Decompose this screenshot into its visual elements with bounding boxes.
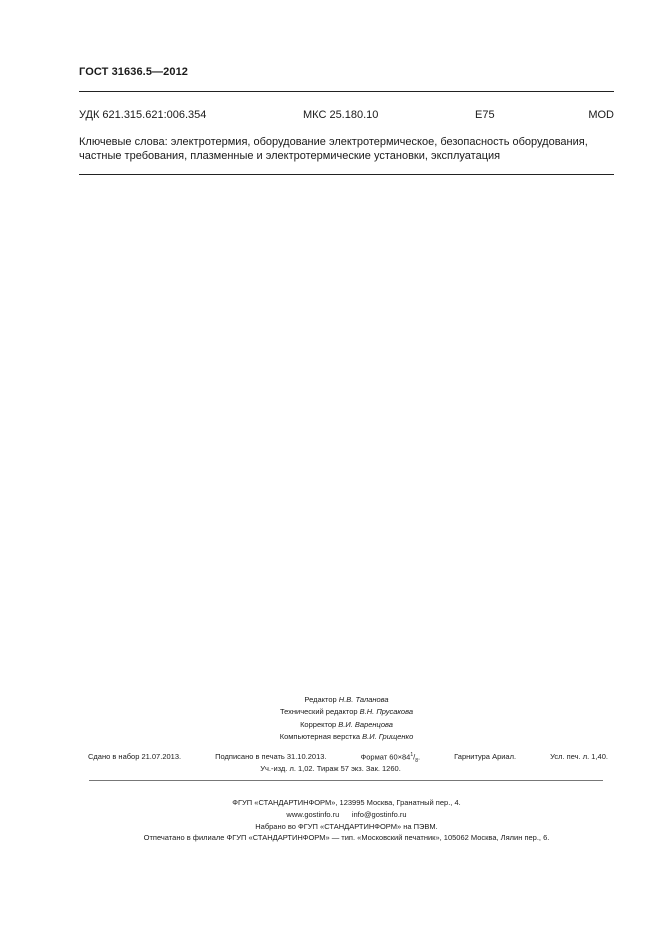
typeset-note: Набрано во ФГУП «СТАНДАРТИНФОРМ» на ПЭВМ. — [255, 821, 438, 831]
format-denominator: 8 — [415, 758, 418, 764]
oks-code: Е75 — [475, 109, 495, 121]
typeface: Гарнитура Ариал. — [454, 752, 517, 761]
mks-code: МКС 25.180.10 — [303, 109, 379, 121]
document-title: ГОСТ 31636.5—2012 — [79, 66, 189, 78]
publication-details-line — [88, 752, 608, 764]
publisher-block — [79, 797, 614, 844]
publisher-address: ФГУП «СТАНДАРТИНФОРМ», 123995 Москва, Гранатный пер., 4. — [232, 798, 461, 807]
format-text: Формат 60×84 — [360, 752, 411, 762]
editor-line — [79, 694, 614, 706]
mod-marker: MOD — [588, 109, 614, 121]
tech-editor-name: В.Н. Прусакова — [359, 707, 414, 717]
layout-label: Компьютерная верстка — [279, 731, 361, 741]
imprint-divider — [89, 780, 603, 781]
submitted-date: Сдано в набор 21.07.2013. — [88, 752, 182, 761]
publisher-web: www.gostinfo.ru info@gostinfo.ru — [286, 809, 407, 819]
corrector-line — [79, 719, 614, 731]
paper-format: Формат $60\times 84^1/_8$. — [360, 752, 421, 764]
keywords-paragraph: Ключевые слова: электротермия, оборудование электротермическое, безопасность оборудования, частные требования, плазменные и электротермические установки, эксплуатация — [79, 136, 588, 162]
format-numerator: 1 — [410, 752, 414, 758]
top-divider — [79, 91, 614, 92]
tech-editor-label: Технический редактор — [279, 707, 358, 717]
bottom-divider — [79, 174, 614, 175]
editors-block — [79, 694, 614, 743]
tech-editor-line — [79, 706, 614, 718]
printed-note: Отпечатано в филиале ФГУП «СТАНДАРТИНФОРМ» — тип. «Московский печатник», 105062 Москва, Лялин пер., 6. — [143, 833, 550, 843]
layout-name: В.И. Грищенко — [362, 731, 414, 741]
editor-name: Н.В. Таланова — [338, 695, 389, 704]
publication-run-line: Уч.-изд. л. 1,02. Тираж 57 экз. Зак. 1260. — [260, 764, 401, 773]
print-sheets: Усл. печ. л. 1,40. — [550, 752, 608, 761]
udk-code: УДК 621.315.621:006.354 — [79, 109, 207, 121]
corrector-name: В.И. Варенцова — [338, 719, 393, 729]
corrector-label: Корректор — [300, 719, 337, 729]
editor-label: Редактор — [304, 695, 337, 704]
signed-date: Подписано в печать 31.10.2013. — [215, 752, 327, 761]
layout-line — [79, 731, 614, 743]
format-suffix: . — [418, 752, 421, 762]
